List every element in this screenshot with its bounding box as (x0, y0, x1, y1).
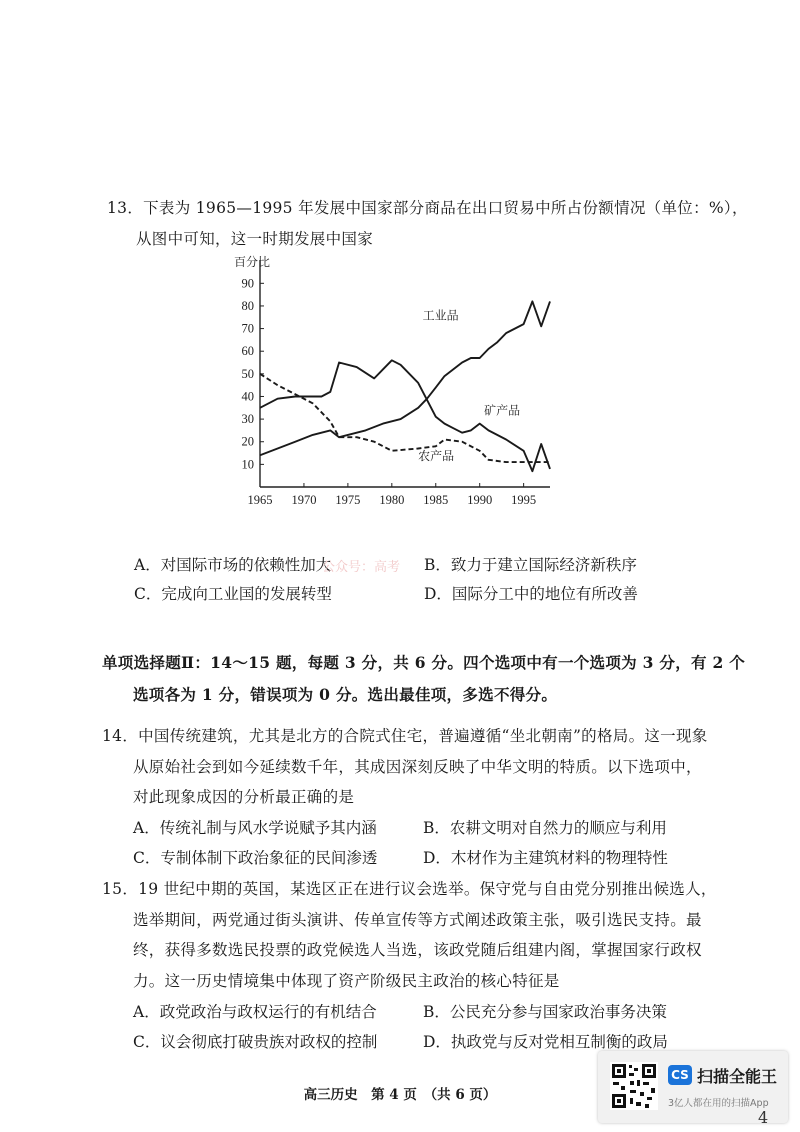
page-footer: 高三历史 第 4 页 （共 6 页） (303, 1087, 497, 1103)
chart-series (260, 301, 550, 471)
y-tick-label: 80 (241, 298, 254, 313)
y-axis-title: 百分比 (234, 255, 271, 269)
q15-stem-line2: 选举期间，两党通过街头演讲、传单宣传等方式阐述政策主张，吸引选民支持。最 (133, 911, 702, 929)
y-tick-label: 30 (241, 412, 254, 427)
y-tick-label: 60 (241, 344, 254, 359)
chart-labels (234, 254, 536, 507)
x-tick-label: 1970 (291, 493, 317, 507)
q13-stem-line1: 13．下表为 1965—1995 年发展中国家部分商品在出口贸易中所占份额情况（单位：%）， (107, 199, 748, 217)
q14-option-b[interactable]: B．农耕文明对自然力的顺应与利用 (423, 819, 667, 837)
mineral-products-label: 矿产品 (484, 403, 521, 418)
q15-option-d[interactable]: D．执政党与反对党相互制衡的政局 (423, 1033, 668, 1051)
scanner-brand: 扫描全能王 (697, 1067, 778, 1086)
agricultural-products-line (260, 374, 550, 462)
chart-axes (260, 260, 550, 487)
q13-option-a[interactable]: A．对国际市场的依赖性加大 (134, 556, 332, 574)
q13-option-b[interactable]: B．致力于建立国际经济新秩序 (424, 556, 637, 574)
q15-option-a[interactable]: A．政党政治与政权运行的有机结合 (133, 1003, 377, 1021)
y-tick-label: 20 (241, 434, 254, 449)
y-tick-label: 90 (241, 276, 254, 291)
q13-stem-line2: 从图中可知，这一时期发展中国家 (136, 230, 374, 248)
q15-option-c[interactable]: C．议会彻底打破贵族对政权的控制 (133, 1033, 378, 1051)
x-tick-label: 1985 (423, 493, 449, 507)
q15-stem-line4: 力。这一历史情境集中体现了资产阶级民主政治的核心特征是 (133, 972, 560, 990)
x-tick-label: 1980 (379, 493, 405, 507)
x-tick-label: 1995 (511, 493, 537, 507)
watermark-text: 公众号：高考 (322, 560, 401, 575)
x-tick-label: 1975 (335, 493, 361, 507)
q13-option-c[interactable]: C．完成向工业国的发展转型 (134, 585, 332, 603)
industrial-goods-line (260, 301, 550, 455)
q14-stem-line2: 从原始社会到如今延续数千年，其成因深刻反映了中华文明的特质。以下选项中， (133, 758, 702, 776)
y-tick-label: 10 (241, 457, 254, 472)
q15-option-b[interactable]: B．公民充分参与国家政治事务决策 (423, 1003, 667, 1021)
y-tick-label: 40 (241, 389, 254, 404)
y-tick-label: 50 (241, 366, 254, 381)
page-mark: 4 (758, 1108, 769, 1127)
section2-instructions-line2: 选项各为 1 分，错误项为 0 分。选出最佳项，多选不得分。 (133, 685, 558, 704)
q14-option-c[interactable]: C．专制体制下政治象征的民间渗透 (133, 849, 378, 867)
x-tick-label: 1965 (247, 493, 273, 507)
industrial-goods-label: 工业品 (422, 308, 459, 323)
qr-code-icon (610, 1062, 658, 1110)
q14-option-a[interactable]: A．传统礼制与风水学说赋予其内涵 (133, 819, 377, 837)
x-tick-label: 1990 (467, 493, 493, 507)
scanner-tagline: 3亿人都在用的扫描App (668, 1098, 769, 1109)
camscanner-logo: CS (668, 1065, 692, 1085)
q15-stem-line1: 15．19 世纪中期的英国，某选区正在进行议会选举。保守党与自由党分别推出候选人， (102, 880, 717, 898)
share-line-chart (222, 252, 562, 537)
q14-option-d[interactable]: D．木材作为主建筑材料的物理特性 (423, 849, 668, 867)
q13-option-d[interactable]: D．国际分工中的地位有所改善 (424, 585, 638, 603)
agricultural-products-label: 农产品 (418, 448, 455, 463)
section2-instructions-line1: 单项选择题Ⅱ：14～15 题，每题 3 分，共 6 分。四个选项中有一个选项为 3 分，有 2 个 (102, 653, 746, 672)
q14-stem-line3: 对此现象成因的分析最正确的是 (133, 788, 355, 806)
q14-stem-line1: 14．中国传统建筑，尤其是北方的合院式住宅，普遍遵循“坐北朝南”的格局。这一现象 (102, 727, 708, 745)
y-tick-label: 70 (241, 321, 254, 336)
q15-stem-line3: 终，获得多数选民投票的政党候选人当选，该政党随后组建内阁，掌握国家行政权 (133, 941, 702, 959)
